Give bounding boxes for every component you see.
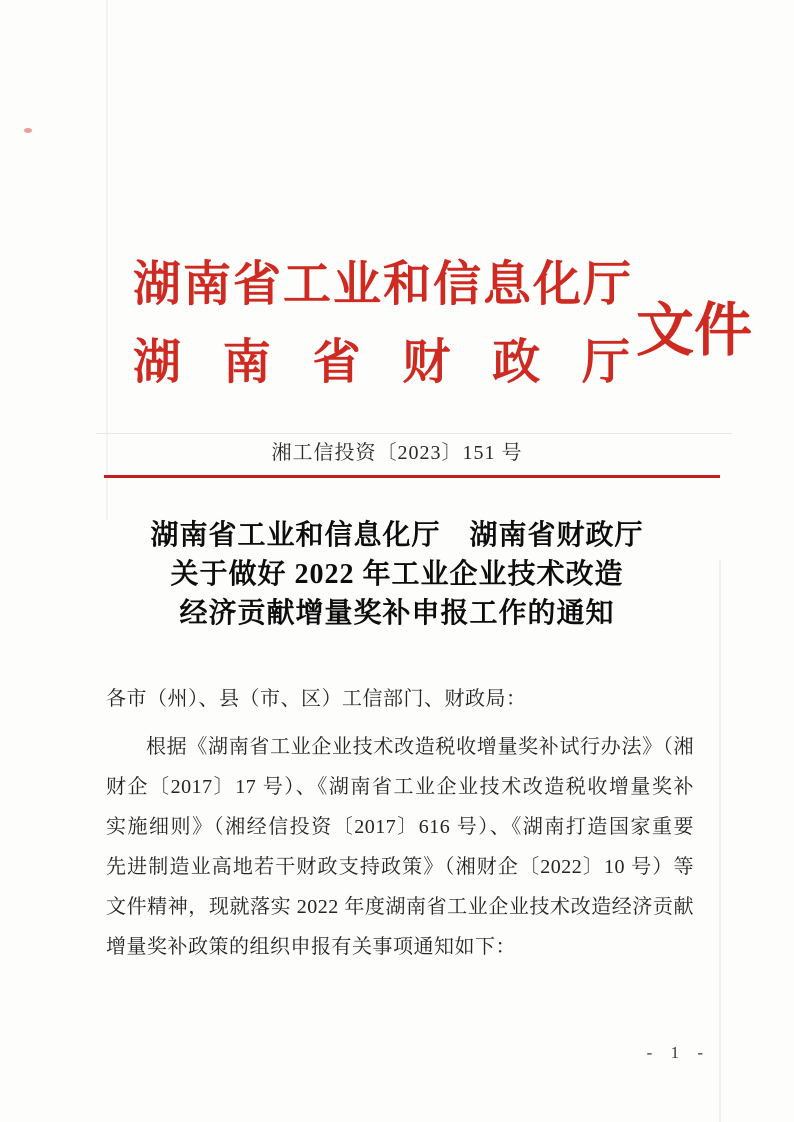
agency-name-industry-information: 湖南省工业和信息化厅 (133, 258, 634, 311)
letterhead-agency-names (133, 246, 634, 402)
salutation-line: 各市（州）、县（市、区）工信部门、财政局： (106, 688, 527, 710)
document-title-line-1: 湖南省工业和信息化厅 湖南省财政厅 (150, 520, 644, 551)
scan-faint-rule (96, 433, 732, 434)
document-title-line-2: 关于做好 2022 年工业企业技术改造 (170, 559, 624, 590)
body-paragraph-line: 实施细则》（湘经信投资〔2017〕616 号）、《湖南打造国家重要 (106, 816, 694, 838)
letterhead-document-word: 文件 (636, 298, 753, 363)
document-title (0, 516, 794, 633)
body-paragraph-line: 文件精神，现就落实 2022 年度湖南省工业企业技术改造经济贡献 (106, 896, 694, 918)
body-paragraph-line: 增量奖补政策的组织申报有关事项通知如下： (106, 936, 516, 958)
red-divider-rule (104, 475, 720, 478)
scan-red-speck (24, 128, 32, 133)
body-paragraph-line: 根据《湖南省工业企业技术改造税收增量奖补试行办法》（湘 (146, 736, 694, 758)
scan-streak-right (719, 560, 721, 1122)
body-paragraph (106, 727, 694, 967)
letterhead (133, 246, 752, 402)
document-body (106, 684, 694, 967)
body-paragraph-line: 财企〔2017〕17 号）、《湖南省工业企业技术改造税收增量奖补 (106, 776, 694, 798)
document-title-line-3: 经济贡献增量奖补申报工作的通知 (179, 598, 615, 629)
body-paragraph-line: 先进制造业高地若干财政支持政策》（湘财企〔2022〕10 号）等 (106, 856, 694, 878)
document-number: 湘工信投资〔2023〕151 号 (271, 442, 523, 464)
agency-name-finance: 湖 南 省 财 政 厅 (133, 336, 630, 389)
page-number: - 1 - (646, 1043, 710, 1062)
